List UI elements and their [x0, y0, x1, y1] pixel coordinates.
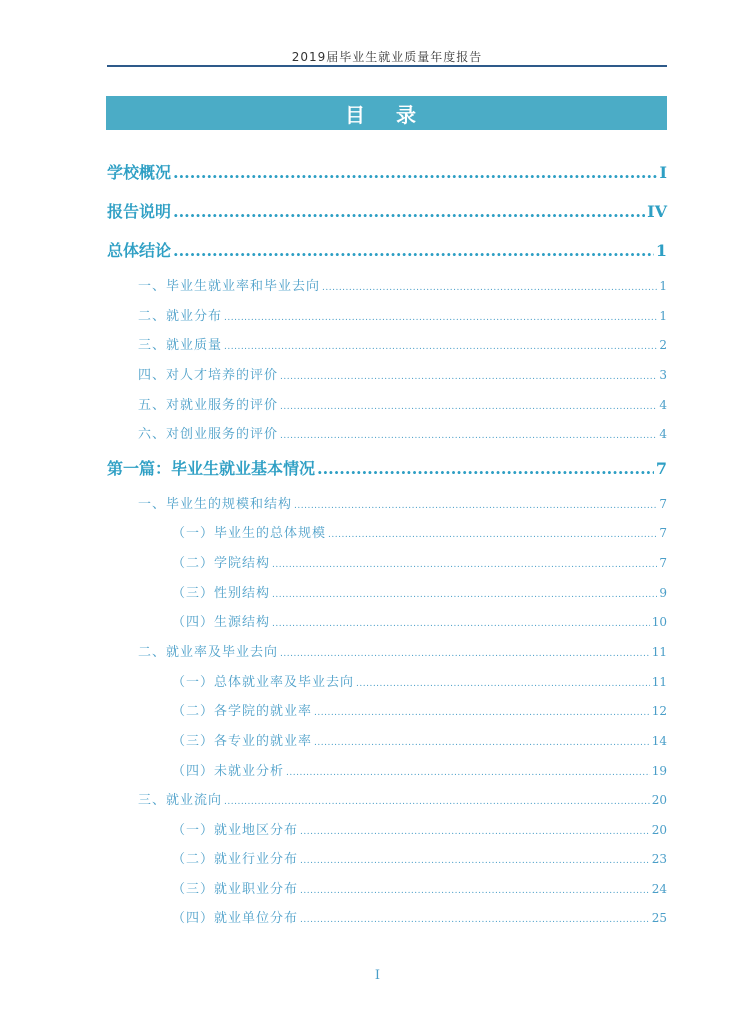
leader-dots	[280, 402, 657, 412]
toc-entry[interactable]	[107, 493, 667, 512]
toc-entry-label: 五、对就业服务的评价	[138, 398, 279, 413]
toc-entry-page: 7	[659, 526, 667, 540]
toc-entry[interactable]	[107, 641, 667, 660]
toc-entry-label: 第一篇：毕业生就业基本情况	[107, 459, 316, 478]
running-header: 2019届毕业生就业质量年度报告	[291, 50, 483, 64]
toc-entry-page: IV	[647, 202, 667, 221]
toc-entry-label: （三）各专业的就业率	[172, 734, 313, 749]
toc-entry[interactable]	[107, 334, 667, 353]
toc-entry-label: 一、毕业生的规模和结构	[138, 497, 293, 512]
toc-entry-label: 二、就业分布	[138, 309, 223, 324]
toc-entry-page: 23	[651, 852, 667, 866]
toc-entry[interactable]	[107, 789, 667, 808]
leader-dots	[280, 431, 657, 441]
toc-entry-page: 12	[651, 704, 667, 718]
toc-entry[interactable]	[107, 522, 667, 541]
toc-entry-page: 11	[651, 645, 667, 659]
toc-entry-label: （一）总体就业率及毕业去向	[172, 675, 355, 690]
toc-entry-page: 14	[651, 734, 667, 748]
toc-entry-page: I	[659, 163, 667, 182]
toc-entry-label: 三、就业质量	[138, 338, 223, 353]
header-rule	[107, 65, 667, 67]
leader-dots	[300, 915, 650, 925]
leader-dots	[272, 560, 657, 570]
toc-entry-label: （三）就业职业分布	[172, 882, 299, 897]
toc-entry-page: 1	[659, 279, 667, 293]
toc-entry-label: （四）生源结构	[172, 615, 271, 630]
toc-entry-label: 总体结论	[107, 241, 172, 260]
toc-entry[interactable]	[107, 848, 667, 867]
toc-entry-label: 三、就业流向	[138, 793, 223, 808]
toc-entry-page: 7	[659, 497, 667, 511]
leader-dots	[317, 459, 654, 478]
toc-entry[interactable]	[107, 878, 667, 897]
toc-entry-page: 11	[651, 675, 667, 689]
toc-entry[interactable]	[107, 160, 667, 183]
toc-entry-page: 20	[651, 793, 667, 807]
toc-entry-page: 3	[659, 368, 667, 382]
toc-entry-page: 1	[655, 241, 667, 260]
toc-entry-page: 9	[659, 586, 667, 600]
toc-entry-page: 2	[659, 338, 667, 352]
toc-entry-label: 四、对人才培养的评价	[138, 368, 279, 383]
leader-dots	[286, 768, 650, 778]
toc-entry-label: 六、对创业服务的评价	[138, 427, 279, 442]
toc-entry[interactable]	[107, 238, 667, 261]
leader-dots	[300, 886, 650, 896]
leader-dots	[272, 619, 650, 629]
toc-entry[interactable]	[107, 199, 667, 222]
toc-entry-label: （一）毕业生的总体规模	[172, 526, 327, 541]
toc-entry-page: 7	[659, 556, 667, 570]
toc-title: 目 录	[106, 96, 667, 130]
leader-dots	[280, 649, 650, 659]
leader-dots	[314, 708, 650, 718]
leader-dots	[314, 738, 650, 748]
toc-entry[interactable]	[107, 730, 667, 749]
leader-dots	[224, 342, 657, 352]
toc-entry[interactable]	[107, 671, 667, 690]
toc-entry-page: 24	[651, 882, 667, 896]
toc-entry-page: 4	[659, 398, 667, 412]
toc-entry-page: 25	[651, 911, 667, 925]
toc-entry-label: （四）就业单位分布	[172, 911, 299, 926]
leader-dots	[328, 530, 657, 540]
toc-entry[interactable]	[107, 275, 667, 294]
toc-entry[interactable]	[107, 456, 667, 479]
leader-dots	[272, 590, 657, 600]
leader-dots	[356, 679, 650, 689]
toc-entry-page: 20	[651, 823, 667, 837]
toc-entry-page: 7	[655, 459, 667, 478]
leader-dots	[280, 372, 657, 382]
toc-entry[interactable]	[107, 552, 667, 571]
toc-entry[interactable]	[107, 611, 667, 630]
leader-dots	[294, 501, 657, 511]
toc-entry-label: （二）学院结构	[172, 556, 271, 571]
toc-entry[interactable]	[107, 760, 667, 779]
toc-entry-label: 二、就业率及毕业去向	[138, 645, 279, 660]
toc-entry[interactable]	[107, 394, 667, 413]
toc-entry[interactable]	[107, 305, 667, 324]
toc-entry[interactable]	[107, 423, 667, 442]
toc-entry[interactable]	[107, 582, 667, 601]
leader-dots	[224, 313, 657, 323]
page-number: I	[374, 968, 381, 983]
toc-entry-page: 1	[659, 309, 667, 323]
toc-entry-page: 19	[651, 764, 667, 778]
leader-dots	[173, 202, 645, 221]
toc-entry-label: 一、毕业生就业率和毕业去向	[138, 279, 321, 294]
toc-entry-label: （一）就业地区分布	[172, 823, 299, 838]
leader-dots	[300, 827, 650, 837]
leader-dots	[173, 163, 658, 182]
toc-entry-label: （二）各学院的就业率	[172, 704, 313, 719]
toc-entry-page: 10	[651, 615, 667, 629]
leader-dots	[322, 283, 657, 293]
leader-dots	[300, 856, 650, 866]
leader-dots	[224, 797, 650, 807]
toc-entry-label: 学校概况	[107, 163, 172, 182]
toc-entry-label: （三）性别结构	[172, 586, 271, 601]
toc-entry[interactable]	[107, 700, 667, 719]
toc-entry[interactable]	[107, 907, 667, 926]
toc-entry-page: 4	[659, 427, 667, 441]
toc-entry[interactable]	[107, 364, 667, 383]
toc-entry-label: （二）就业行业分布	[172, 852, 299, 867]
toc-entry[interactable]	[107, 819, 667, 838]
leader-dots	[173, 241, 654, 260]
toc-entry-label: 报告说明	[107, 202, 172, 221]
toc-entry-label: （四）未就业分析	[172, 764, 285, 779]
